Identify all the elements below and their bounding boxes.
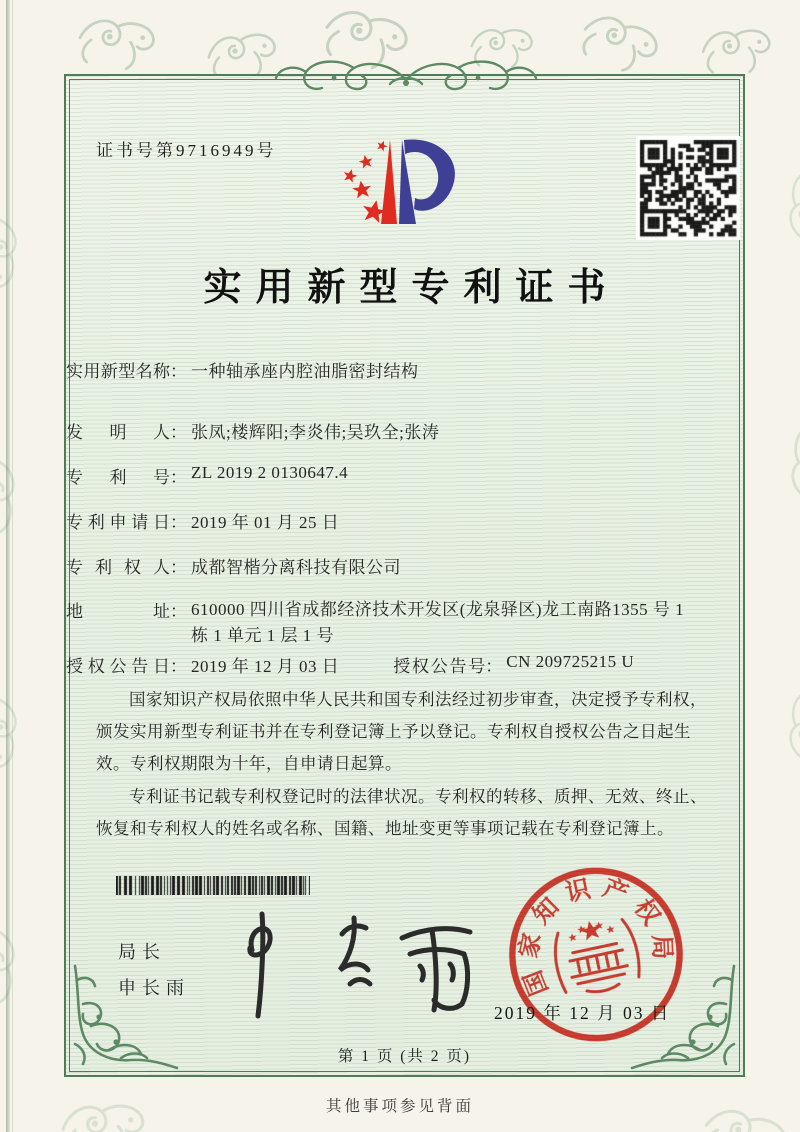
certificate-number: 证书号第9716949号: [96, 141, 277, 160]
field-row-patentee: [66, 553, 691, 578]
seal-date: 2019 年 12 月 03 日: [494, 1003, 671, 1023]
certificate-title: 实用新型专利证书: [203, 267, 620, 309]
field-row-grant: [66, 652, 691, 677]
field-label: 实用新型名称: [66, 362, 170, 381]
field-value: 2019 年 01 月 25 日: [191, 513, 340, 532]
scan-edge-line: [12, 0, 13, 1132]
field-row-address: [66, 597, 691, 650]
back-side-note: 其他事项参见背面: [325, 1098, 474, 1115]
field-colon: ：: [170, 362, 187, 381]
field-row-inventors: [66, 418, 691, 443]
field-row-patent-number: [66, 463, 691, 488]
field-value: 张凤;楼辉阳;李炎伟;吴玖全;张涛: [191, 423, 440, 442]
field-label: 发明人: [66, 423, 170, 442]
field-value: CN 209725215 U: [506, 652, 635, 671]
field-label: 授权公告日: [66, 657, 170, 676]
field-colon: ：: [485, 657, 503, 676]
field-row-name: [66, 357, 691, 382]
cnipa-logo-icon: [326, 114, 476, 236]
field-colon: ：: [170, 513, 187, 532]
legal-paragraph-2: 专利证书记载专利权登记时的法律状况。专利权的转移、质押、无效、终止、恢复和专利权人的姓名或名称、国籍、地址变更等事项记载在专利登记簿上。: [96, 786, 707, 838]
page-number: 第 1 页 (共 2 页): [337, 1048, 472, 1065]
commissioner-name: 申长雨: [118, 978, 190, 998]
field-colon: ：: [170, 468, 187, 487]
field-label: 专利号: [66, 468, 170, 487]
handwritten-signature-icon: [224, 904, 494, 1024]
field-row-filing-date: [66, 508, 691, 533]
seal-agency-arc: 国家知识产权局: [515, 873, 676, 1000]
field-colon: ：: [170, 558, 187, 577]
top-border-ornament-icon: [272, 54, 540, 100]
field-value: 一种轴承座内腔油脂密封结构: [191, 362, 419, 381]
field-value: 成都智楷分离科技有限公司: [191, 558, 401, 577]
field-value: 610000 四川省成都经济技术开发区(龙泉驿区)龙工南路1355 号 1 栋 1 单元 1 层 1 号: [191, 600, 685, 646]
field-colon: ：: [170, 423, 187, 442]
commissioner-title: 局长: [118, 942, 166, 962]
field-label: 专利申请日: [66, 513, 170, 532]
field-label: 授权公告号: [393, 657, 486, 676]
field-label: 地址: [66, 602, 170, 621]
field-colon: ：: [170, 602, 187, 621]
certificate-frame: [64, 74, 745, 1077]
cnipa-official-seal-icon: [477, 833, 715, 1075]
field-colon: ：: [170, 657, 187, 676]
field-value: ZL 2019 2 0130647.4: [191, 463, 349, 482]
scan-edge-shadow: [6, 0, 10, 1132]
legal-text-block: [96, 684, 720, 845]
legal-paragraph-1: 国家知识产权局依照中华人民共和国专利法经过初步审查，决定授予专利权，颁发实用新型专利证书并在专利登记簿上予以登记。专利权自授权公告之日起生效。专利权期限为十年，自申请日起算。: [96, 690, 707, 774]
field-value: 2019 年 12 月 03 日: [191, 657, 340, 676]
barcode-icon: [116, 876, 310, 895]
field-label: 专利权人: [66, 558, 170, 577]
qr-code-icon: [636, 136, 740, 240]
